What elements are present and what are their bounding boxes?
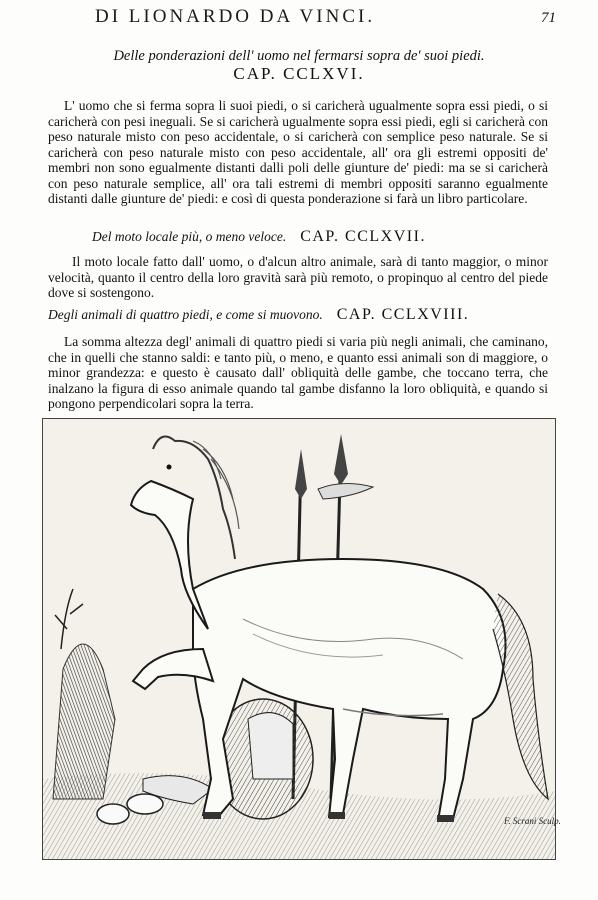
horse-engraving: [42, 418, 556, 860]
chapter-3-number: CAP. CCLXVIII.: [336, 306, 470, 323]
chapter-2-text: Il moto locale fatto dall' uomo, o d'alcun altro animale, sarà di tanto maggior, o minor velocità, quanto il centro della loro gravità sarà più remoto, o propinquo al centro del piede dove si sostengono.: [48, 254, 548, 300]
page-number: 71: [541, 10, 556, 26]
chapter-3-text: La somma altezza degl' animali di quattro piedi si varia più negli animali, che caminano, che in quelli che stanno saldi: e tanto più, o meno, e quanto essi animali son di maggiore, o minor grandezza: e questo è causato dall' obliquità delle gambe, che toccano terra, che inalzano la figura di esso animale quando tal gambe disfanno la loro obliquità, e quando si pongono perpendicolari sopra la terra.: [48, 334, 548, 411]
chapter-3-heading: Degli animali di quattro piedi, e come si muovono.: [48, 307, 323, 322]
engraver-signature: F. Scrani Sculp.: [504, 816, 561, 826]
chapter-1-heading: Delle ponderazioni dell' uomo nel fermarsi sopra de' suoi piedi.: [113, 48, 485, 64]
chapter-2-number: CAP. CCLXVII.: [300, 228, 426, 245]
chapter-2-heading-line: [92, 228, 426, 246]
running-title: DI LIONARDO DA VINCI.: [95, 6, 376, 27]
chapter-1-number: CAP. CCLXVI.: [233, 64, 365, 83]
running-head: [0, 2, 598, 42]
chapter-2-heading: Del moto locale più, o meno veloce.: [92, 229, 287, 244]
chapter-3-heading-line: [48, 306, 469, 324]
chapter-1-text: L' uomo che si ferma sopra li suoi piedi, o si caricherà ugualmente sopra essi piedi, o si caricherà con pesi ineguali. Se si caricherà ugualmente sopra essi piedi, egli si caricherà con peso naturale misto con peso accidentale, o si caricherà con semplice peso naturale. Se si caricherà con peso naturale misto con peso accidentale, all' ora gli estremi oppositi de' membri non sono egualmente distanti dalli poli delle giunture de' piedi: ma se si caricherà con peso naturale semplice, all' ora tali estremi di membri oppositi saranno egualmente distanti dalle giunture de' piedi: e così di questa ponderazione si farà un libro particolare.: [48, 98, 548, 206]
